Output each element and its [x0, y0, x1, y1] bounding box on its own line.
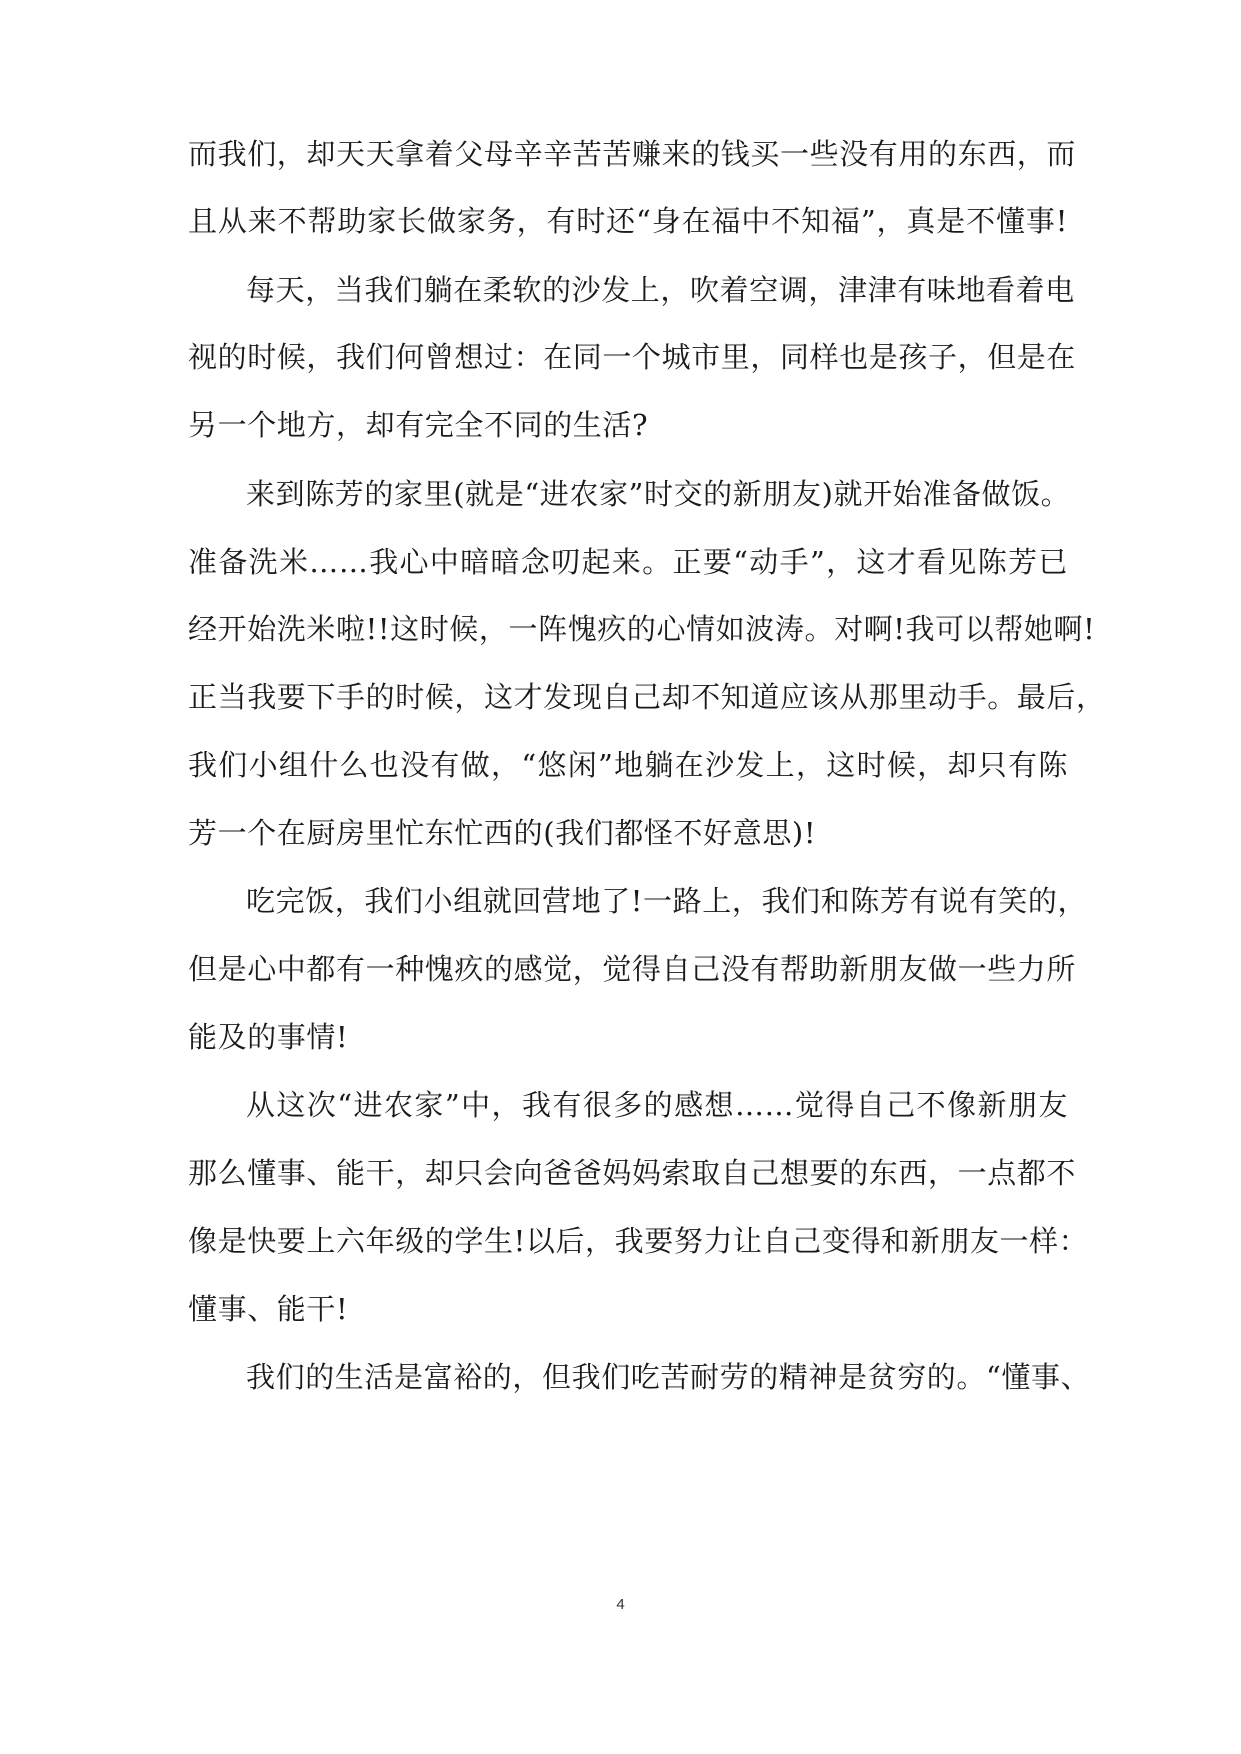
paragraph-first-line: 从这次“进农家”中，我有很多的感想……觉得自己不像新朋友: [246, 1088, 1068, 1122]
text-line: 且从来不帮助家长做家务，有时还“身在福中不知福”，真是不懂事!: [188, 204, 1068, 238]
page-number: 4: [616, 1596, 625, 1613]
text-line: 我们小组什么也没有做，“悠闲”地躺在沙发上，这时候，却只有陈: [188, 748, 1068, 782]
text-line: 准备洗米……我心中暗暗念叨起来。正要“动手”，这才看见陈芳已: [188, 545, 1068, 579]
text-line: 像是快要上六年级的学生!以后，我要努力让自己变得和新朋友一样：: [188, 1224, 1089, 1258]
text-line: 正当我要下手的时候，这才发现自己却不知道应该从那里动手。最后，: [188, 680, 1106, 714]
paragraph-last-line: 另一个地方，却有完全不同的生活?: [188, 408, 649, 442]
paragraph-first-line: 每天，当我们躺在柔软的沙发上，吹着空调，津津有味地看着电: [246, 273, 1075, 307]
paragraph-first-line: 我们的生活是富裕的，但我们吃苦耐劳的精神是贫穷的。“懂事、: [246, 1360, 1091, 1394]
text-line: 而我们，却天天拿着父母辛辛苦苦赚来的钱买一些没有用的东西，而: [188, 137, 1077, 171]
paragraph-last-line: 能及的事情!: [188, 1020, 349, 1054]
paragraph-first-line: 来到陈芳的家里(就是“进农家”时交的新朋友)就开始准备做饭。: [246, 477, 1071, 511]
text-line: 但是心中都有一种愧疚的感觉，觉得自己没有帮助新朋友做一些力所: [188, 952, 1077, 986]
text-line: 那么懂事、能干，却只会向爸爸妈妈索取自己想要的东西，一点都不: [188, 1156, 1077, 1190]
paragraph-first-line: 吃完饭，我们小组就回营地了!一路上，我们和陈芳有说有笑的，: [246, 884, 1088, 918]
text-line: 视的时候，我们何曾想过：在同一个城市里，同样也是孩子，但是在: [188, 340, 1077, 374]
paragraph-last-line: 芳一个在厨房里忙东忙西的(我们都怪不好意思)!: [188, 816, 817, 850]
text-line: 经开始洗米啦!!这时候，一阵愧疚的心情如波涛。对啊!我可以帮她啊!: [188, 612, 1096, 646]
paragraph-last-line: 懂事、能干!: [188, 1292, 349, 1326]
